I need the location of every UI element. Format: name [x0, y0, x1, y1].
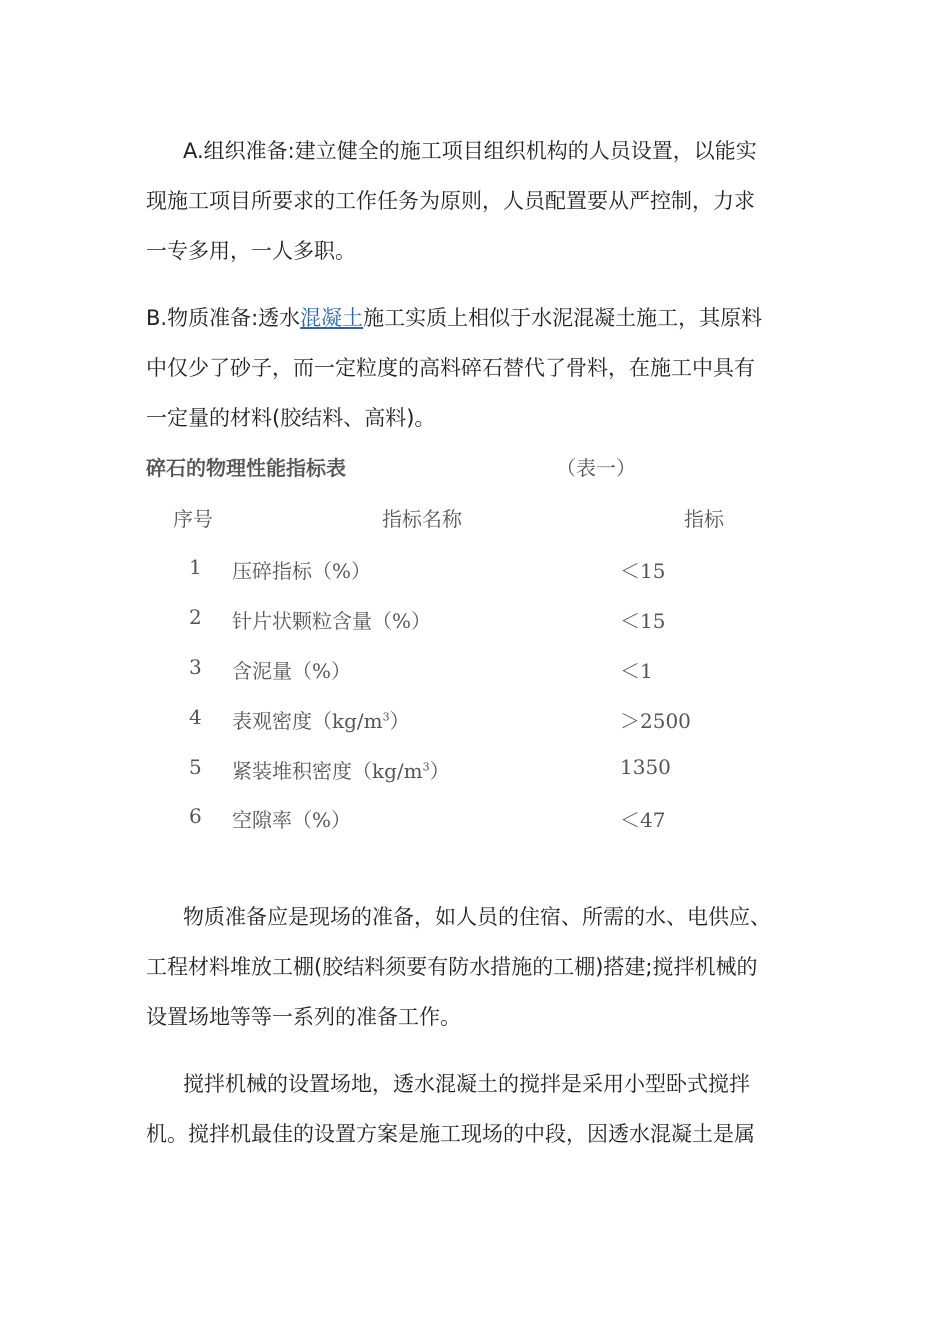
para-a-line-1: A.组织准备:建立健全的施工项目组织机构的人员设置，以能实: [183, 139, 757, 163]
table-tag: （表一）: [556, 456, 636, 480]
paragraph-organization-prep: [146, 126, 806, 276]
table-row-3-number: 3: [189, 655, 202, 679]
table-row-6-value: ＜47: [620, 808, 666, 832]
table-row-3-name: 含泥量（%）: [232, 659, 352, 683]
para-b-line-3: 一定量的材料(胶结料、高料)。: [146, 406, 436, 430]
concrete-link[interactable]: 混凝土: [300, 306, 364, 330]
table-row-6-name: 空隙率（%）: [232, 808, 352, 832]
para-b-line-2: 中仅少了砂子，而一定粒度的高料碎石替代了骨料，在施工中具有: [146, 356, 755, 380]
para-d-line-2: 机。搅拌机最佳的设置方案是施工现场的中段，因透水混凝土是属: [146, 1122, 755, 1146]
superscript-3: 3: [422, 760, 430, 774]
table-row-2-value: ＜15: [620, 609, 666, 633]
table-row-4-number: 4: [189, 705, 202, 729]
table-row-5-value: 1350: [620, 755, 671, 779]
table-row-4-value: ＞2500: [620, 709, 691, 733]
superscript-3: 3: [382, 710, 390, 724]
para-a-line-3: 一专多用，一人多职。: [146, 239, 356, 263]
table-row-1-number: 1: [189, 555, 202, 579]
para-b-line-1-start: B.物质准备:透水: [146, 306, 301, 330]
table-title: 碎石的物理性能指标表: [146, 456, 346, 480]
paragraph-material-prep: [146, 293, 806, 443]
table-row-1-name: 压碎指标（%）: [232, 559, 372, 583]
para-c-line-1: 物质准备应是现场的准备，如人员的住宿、所需的水、电供应、: [183, 905, 771, 929]
table-row-1-value: ＜15: [620, 559, 666, 583]
table-row-3-value: ＜1: [620, 659, 653, 683]
table-row-4-name: 表观密度$(kg/m^3)$: [232, 709, 410, 733]
table-row-6-number: 6: [189, 804, 202, 828]
para-c-line-2: 工程材料堆放工棚(胶结料须要有防水措施的工棚)搭建;搅拌机械的: [146, 955, 758, 979]
table-row-5-number: 5: [189, 755, 202, 779]
table-header-name: 指标名称: [382, 507, 462, 531]
para-a-line-2: 现施工项目所要求的工作任务为原则，人员配置要从严控制，力求: [146, 189, 755, 213]
table-header-number: 序号: [173, 507, 213, 531]
para-d-line-1: 搅拌机械的设置场地，透水混凝土的搅拌是采用小型卧式搅拌: [183, 1072, 750, 1096]
table-row-2-number: 2: [189, 605, 202, 629]
paragraph-mixer-setup: [146, 1059, 806, 1159]
table-row-5-name: 紧装堆积密度$(kg/m^3)$: [232, 759, 450, 783]
para-b-line-1-end: 施工实质上相似于水泥混凝土施工，其原料: [363, 306, 763, 330]
table-row-2-name: 针片状颗粒含量（%）: [232, 609, 432, 633]
table-header-value: 指标: [684, 507, 724, 531]
paragraph-site-prep: [146, 892, 806, 1042]
para-c-line-3: 设置场地等等一系列的准备工作。: [146, 1005, 461, 1029]
